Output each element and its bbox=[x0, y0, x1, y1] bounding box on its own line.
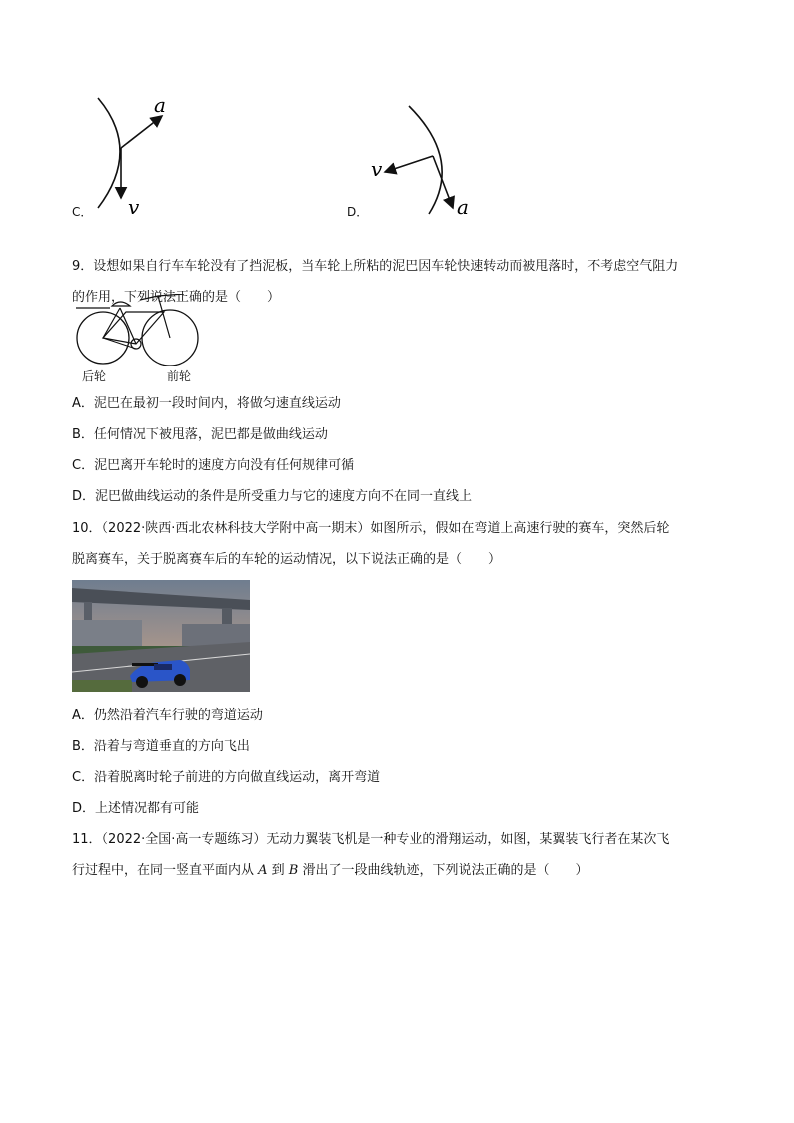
stem-text-mid: 到 bbox=[267, 863, 289, 878]
question-10-stem-line1: 10．（2022·陕西·西北农林科技大学附中高一期末）如图所示，假如在弯道上高速行驶的赛车，突然后轮 bbox=[72, 521, 670, 536]
question-10-option-a[interactable]: A．仍然沿着汽车行驶的弯道运动 bbox=[72, 708, 263, 723]
stem-text-post: 滑出了一段曲线轨迹，下列说法正确的是（ ） bbox=[298, 863, 589, 878]
figure-d-curve-vectors bbox=[365, 100, 485, 220]
option-d-label: D． bbox=[347, 205, 369, 219]
point-b-label: B bbox=[288, 863, 299, 878]
vector-v-label: v bbox=[128, 195, 140, 219]
front-wheel-label: 前轮 bbox=[167, 369, 192, 383]
trajectory-curve bbox=[409, 106, 442, 214]
question-9-stem-line2: 的作用，下列说法正确的是（ ） bbox=[72, 290, 281, 305]
vector-a-label: a bbox=[457, 195, 469, 219]
point-a-label: A bbox=[258, 863, 268, 878]
question-9-option-b[interactable]: B．任何情况下被甩落，泥巴都是做曲线运动 bbox=[72, 427, 328, 442]
question-10-option-b[interactable]: B．沿着与弯道垂直的方向飞出 bbox=[72, 739, 250, 754]
vector-a-label: a bbox=[154, 93, 166, 117]
vector-v-label: v bbox=[371, 157, 383, 181]
question-9-stem-line1: 9．设想如果自行车车轮没有了挡泥板，当车轮上所粘的泥巴因车轮快速转动而被甩落时，不考虑空气阻力 bbox=[72, 259, 679, 274]
stem-text-pre: 行过程中，在同一竖直平面内从 bbox=[72, 863, 259, 878]
handlebar bbox=[140, 294, 184, 300]
acceleration-arrow bbox=[121, 116, 162, 148]
velocity-arrow bbox=[385, 156, 433, 172]
saddle bbox=[112, 302, 130, 306]
question-11-stem-line2 bbox=[72, 862, 589, 880]
question-10-stem-line2: 脱离赛车，关于脱离赛车后的车轮的运动情况，以下说法正确的是（ ） bbox=[72, 552, 502, 567]
question-10-option-d[interactable]: D．上述情况都有可能 bbox=[72, 801, 200, 816]
race-car-photo bbox=[72, 580, 250, 692]
question-9-option-a[interactable]: A．泥巴在最初一段时间内，将做匀速直线运动 bbox=[72, 396, 341, 411]
question-9-option-d[interactable]: D．泥巴做曲线运动的条件是所受重力与它的速度方向不在同一直线上 bbox=[72, 489, 473, 504]
figure-c-curve-vectors bbox=[90, 90, 190, 220]
trajectory-curve bbox=[98, 98, 120, 208]
rear-wheel-label: 后轮 bbox=[82, 369, 107, 383]
question-10-option-c[interactable]: C．沿着脱离时轮子前进的方向做直线运动，离开弯道 bbox=[72, 770, 381, 785]
option-c-label: C． bbox=[72, 205, 93, 219]
question-9-option-c[interactable]: C．泥巴离开车轮时的速度方向没有任何规律可循 bbox=[72, 458, 355, 473]
bicycle-figure bbox=[72, 294, 204, 366]
question-11-stem-line1: 11．（2022·全国·高一专题练习）无动力翼装飞机是一种专业的滑翔运动，如图，某翼装飞行者在某次飞 bbox=[72, 832, 670, 847]
